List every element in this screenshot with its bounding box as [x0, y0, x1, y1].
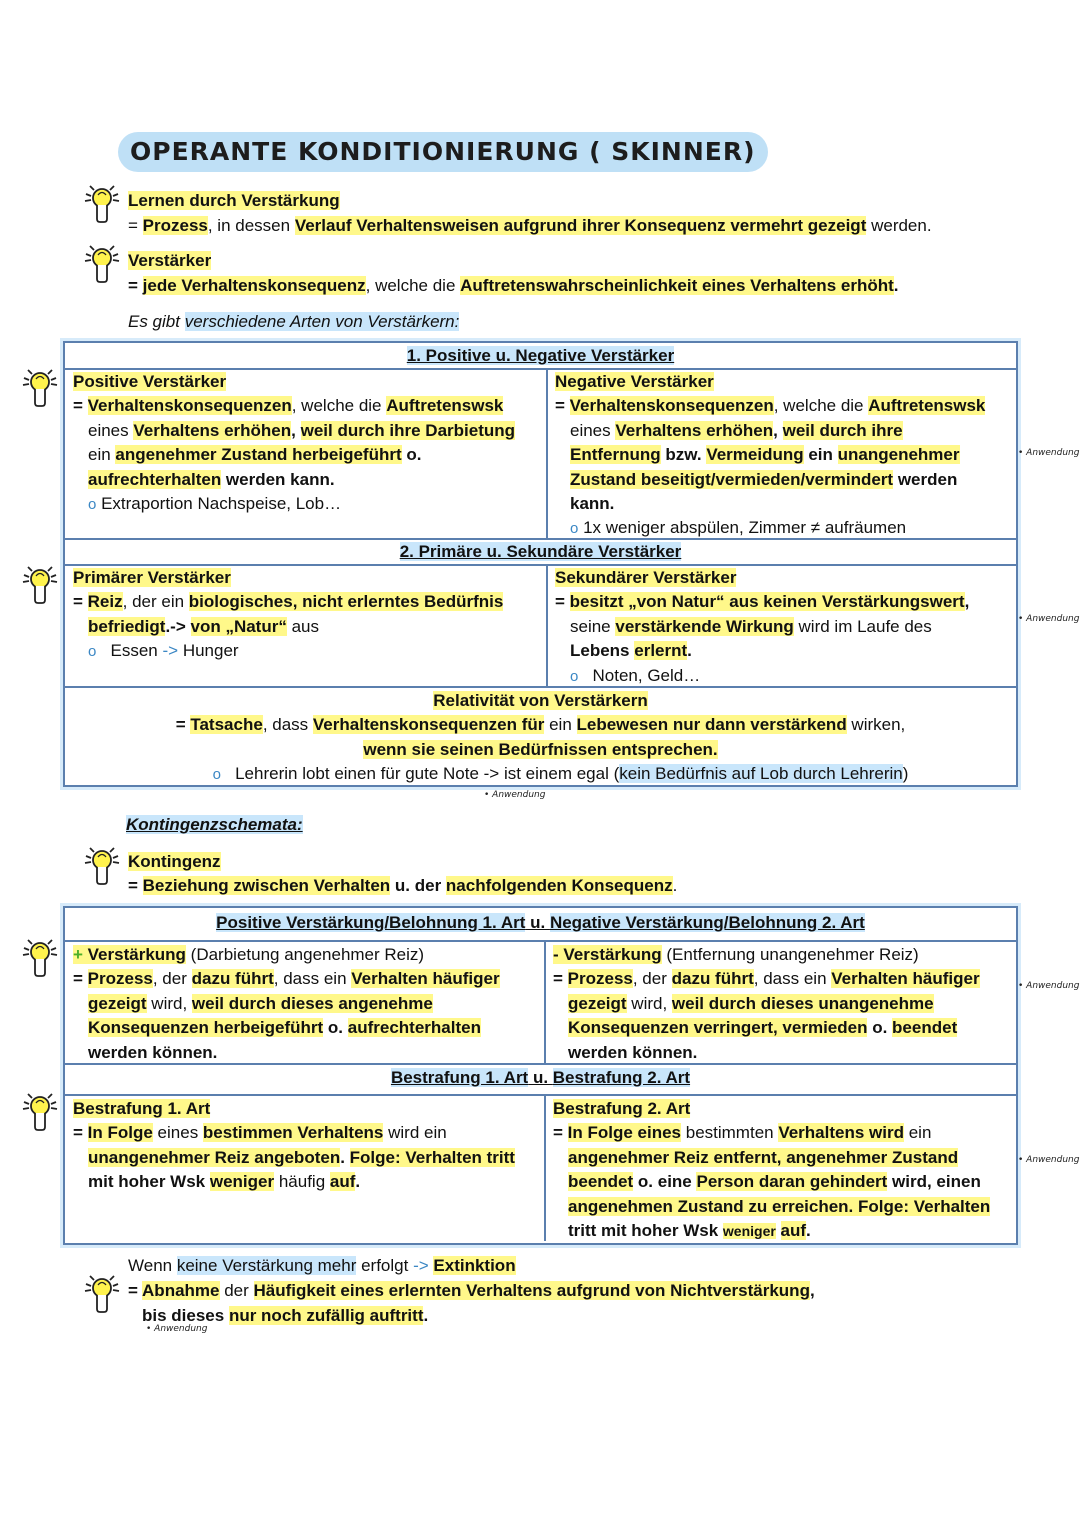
table-header-primaer-sekundaer: 2. Primäre u. Sekundäre Verstärker: [399, 542, 682, 561]
def-lernen-term: Lernen durch Verstärkung: [128, 191, 340, 210]
margin-note: • Anwendung: [484, 790, 546, 800]
page-title: OPERANTE KONDITIONIERUNG ( SKINNER): [118, 132, 768, 172]
extinktion-definition-cont: bis dieses nur noch zufällig auftritt.: [142, 1306, 429, 1325]
def-verstaerker-term: Verstärker: [128, 251, 212, 270]
cell-positive-verstaerker: Positive Verstärker = Verhaltenskonsequenzen, welche die Auftretenswsk eines Verhaltens erhöhen, weil durch ihre Darbietung ein angenehmer Zustand herbeigeführt o. aufrechterhalten werden kann. o Extraportion Nachspeise, Lob…: [73, 372, 516, 514]
margin-note: • Anwendung: [1018, 981, 1080, 991]
lightbulb-icon: [82, 844, 122, 892]
margin-note: • Anwendung: [1018, 1155, 1080, 1165]
lightbulb-icon: [20, 936, 60, 984]
extinktion-intro: Wenn keine Verstärkung mehr erfolgt -> Extinktion: [128, 1256, 516, 1275]
def-kontingenz-term: Kontingenz: [128, 852, 221, 871]
cell-relativitaet: Relativität von Verstärkern = Tatsache, dass Verhaltenskonsequenzen für ein Lebewesen nur dann verstärkend wirken, wenn sie seinen Bedürfnissen entsprechen. o Lehrerin lobt einen für gute Note -> ist einem egal (kein Bedürfnis auf Lob durch Lehrerin): [175, 691, 909, 784]
table-header-bestrafung: Bestrafung 1. Art u. Bestrafung 2. Art: [390, 1068, 691, 1087]
lightbulb-icon: [20, 366, 60, 414]
cell-negative-verstaerker: Negative Verstärker = Verhaltenskonsequenzen, welche die Auftretenswsk eines Verhaltens erhöhen, weil durch ihre Entfernung bzw. Vermeidung ein unangenehmer Zustand beseitigt/vermieden/vermindert werden kann. o 1x weniger abspülen, Zimmer ≠ aufräumen: [555, 372, 986, 538]
margin-note: • Anwendung: [1018, 448, 1080, 458]
lightbulb-icon: [82, 182, 122, 230]
kontingenz-heading: Kontingenzschemata:: [126, 815, 303, 834]
lightbulb-icon: [82, 242, 122, 290]
table-header-verstaerkung: Positive Verstärkung/Belohnung 1. Art u. Negative Verstärkung/Belohnung 2. Art: [216, 913, 865, 932]
margin-note: • Anwendung: [1018, 614, 1080, 624]
lightbulb-icon: [20, 563, 60, 611]
cell-primaerer-verstaerker: Primärer Verstärker = Reiz, der ein biologisches, nicht erlerntes Bedürfnis befriedigt.-> von „Natur“ aus o Essen -> Hunger: [73, 568, 504, 661]
cell-negative-verstaerkung: - Verstärkung (Entfernung unangenehmer Reiz) = Prozess, der dazu führt, dass ein Verhalten häufiger gezeigt wird, weil durch dieses unangenehme Konsequenzen verringert, vermieden o. beendet werden können.: [553, 945, 980, 1062]
lightbulb-icon: [20, 1090, 60, 1138]
def-verstaerker-text: = jede Verhaltenskonsequenz, welche die Auftretenswahrscheinlichkeit eines Verhaltens erhöht.: [128, 276, 899, 295]
cell-bestrafung-1: Bestrafung 1. Art = In Folge eines bestimmen Verhaltens wird ein unangenehmer Reiz angeboten. Folge: Verhalten tritt mit hoher Wsk weniger häufig auf.: [73, 1099, 515, 1192]
table-header-positive-negative: 1. Positive u. Negative Verstärker: [406, 346, 675, 365]
table-verstaerker-arten: [63, 341, 1018, 787]
margin-note: • Anwendung: [146, 1324, 208, 1334]
lightbulb-icon: [82, 1272, 122, 1320]
extinktion-definition: = Abnahme der Häufigkeit eines erlernten Verhaltens aufgrund von Nichtverstärkung,: [128, 1281, 815, 1300]
cell-positive-verstaerkung: + Verstärkung (Darbietung angenehmer Reiz) = Prozess, der dazu führt, dass ein Verhalten häufiger gezeigt wird, weil durch dieses angenehme Konsequenzen herbeigeführt o. aufrechterhalten werden können.: [73, 945, 500, 1062]
def-kontingenz-text: = Beziehung zwischen Verhalten u. der nachfolgenden Konsequenz.: [128, 876, 678, 895]
cell-sekundaerer-verstaerker: Sekundärer Verstärker = besitzt „von Natur“ aus keinen Verstärkungswert, seine verstärkende Wirkung wird im Laufe des Lebens erlernt. o Noten, Geld…: [555, 568, 970, 685]
intro-text: Es gibt verschiedene Arten von Verstärkern:: [128, 312, 460, 331]
table-kontingenzschemata: [63, 906, 1018, 1245]
cell-bestrafung-2: Bestrafung 2. Art = In Folge eines bestimmten Verhaltens wird ein angenehmer Reiz entfernt, angenehmer Zustand beendet o. eine Person daran gehindert wird, einen angenehmen Zustand zu erreichen. Folge: Verhalten tritt mit hoher Wsk weniger auf.: [553, 1099, 991, 1241]
def-lernen-text: = Prozess, in dessen Verlauf Verhaltensweisen aufgrund ihrer Konsequenz vermehrt gezeigt werden.: [128, 216, 932, 235]
